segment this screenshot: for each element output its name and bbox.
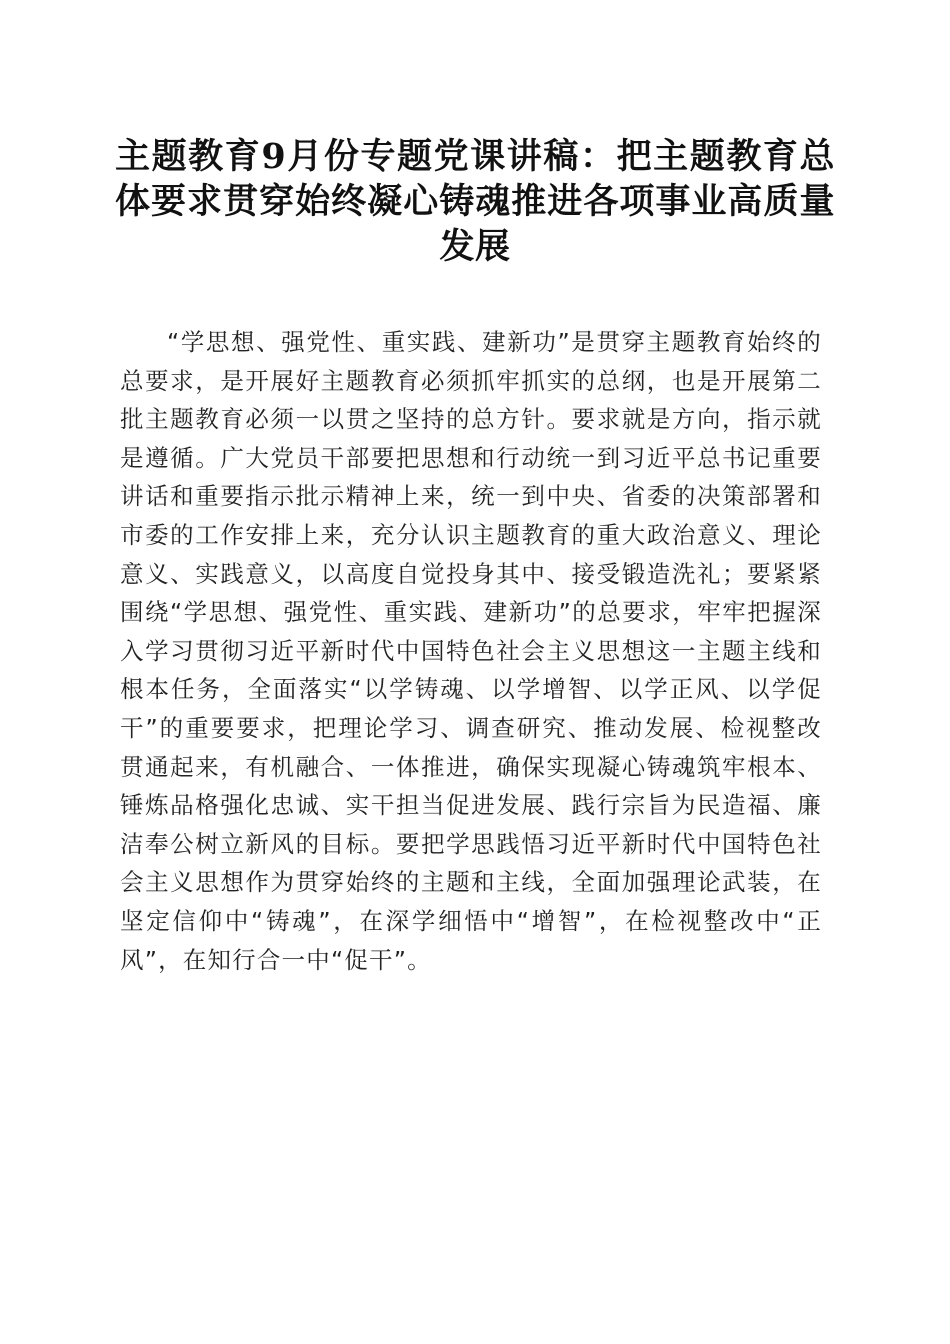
document-title: 主题教育9月份专题党课讲稿：把主题教育总体要求贯穿始终凝心铸魂推进各项事业高质量发展 (115, 136, 835, 267)
body-paragraph: “学思想、强党性、重实践、建新功”是贯穿主题教育始终的总要求，是开展好主题教育必须抓牢抓实的总纲，也是开展第二批主题教育必须一以贯之坚持的总方针。要求就是方向，指示就是遵循。广大党员干部要把思想和行动统一到习近平总书记重要讲话和重要指示批示精神上来，统一到中央、省委的决策部署和市委的工作安排上来，充分认识主题教育的重大政治意义、理论意义、实践意义，以高度自觉投身其中、接受锻造洗礼；要紧紧围绕“学思想、强党性、重实践、建新功”的总要求，牢牢把握深入学习贯彻习近平新时代中国特色社会主义思想这一主题主线和根本任务，全面落实“以学铸魂、以学增智、以学正风、以学促干”的重要要求，把理论学习、调查研究、推动发展、检视整改贯通起来，有机融合、一体推进，确保实现凝心铸魂筑牢根本、锤炼品格强化忠诚、实干担当促进发展、践行宗旨为民造福、廉洁奉公树立新风的目标。要把学思践悟习近平新时代中国特色社会主义思想作为贯穿始终的主题和主线，全面加强理论武装，在坚定信仰中“铸魂”，在深学细悟中“增智”，在检视整改中“正风”，在知行合一中“促干”。 (120, 328, 822, 974)
